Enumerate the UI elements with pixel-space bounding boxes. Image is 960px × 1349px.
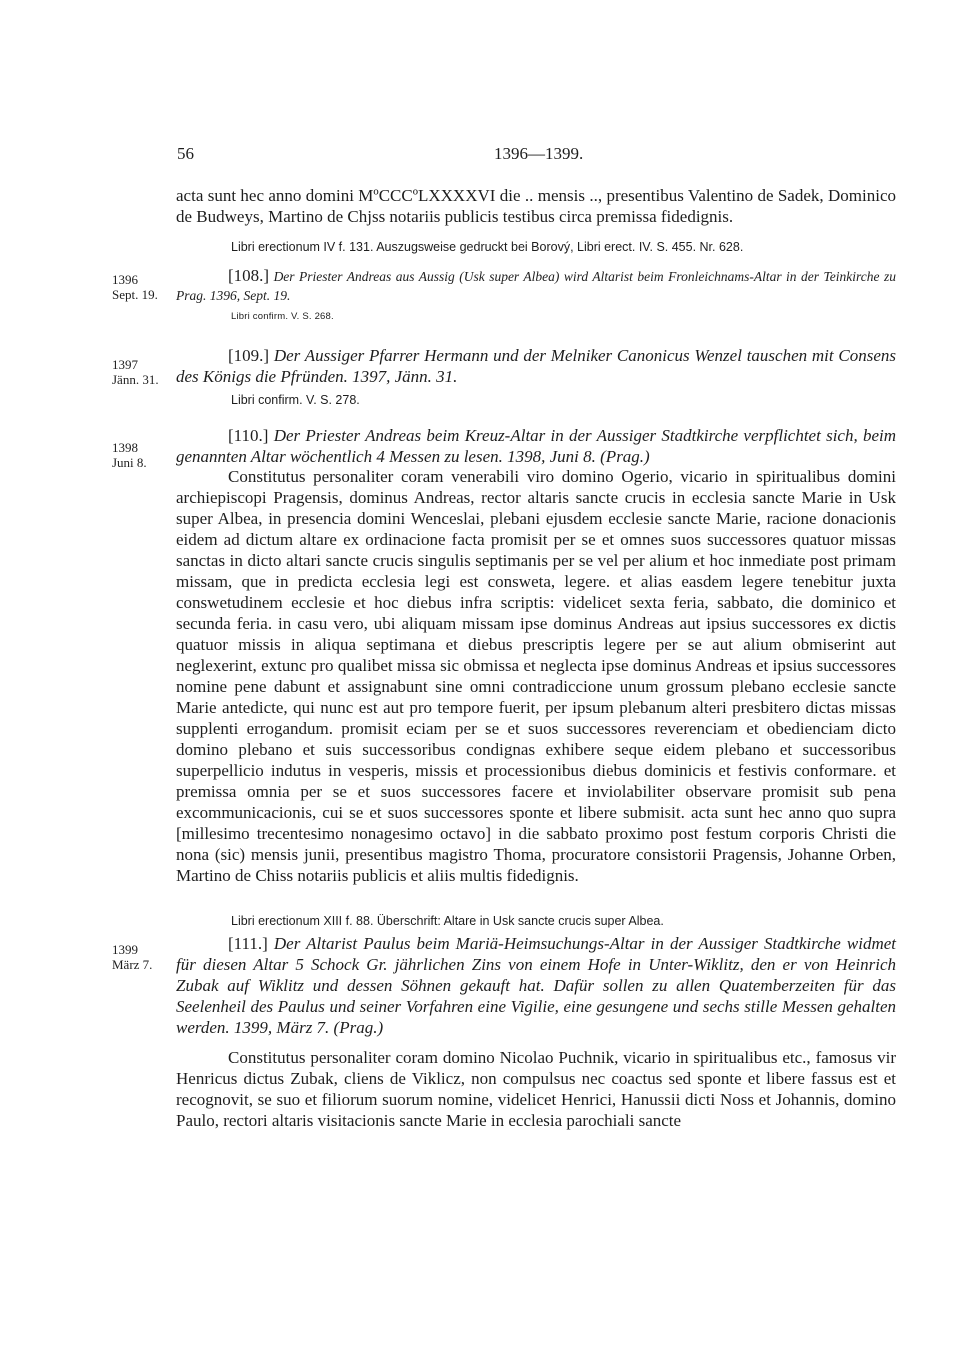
- entry-108: [176, 266, 896, 305]
- entry-110: [176, 425, 896, 467]
- entry-111: [176, 933, 896, 1038]
- margin-date-110: 1398 Juni 8.: [112, 440, 147, 470]
- entry-109: [176, 345, 896, 387]
- source-109: Libri confirm. V. S. 278.: [231, 393, 360, 407]
- intro-block: [176, 185, 896, 227]
- body-110: Constitutus personaliter coram venerabili viro domino Ogerio, vicario in spiritualibus domini archiepiscopi Pragensis, dominus Andreas, rector altaris sancte crucis in ecclesia sancte Marie in Usk super Albea, in presencia domini Wenceslai, plebani ejusdem ecclesie sancte Marie, racione donacionis eidem ad dictum altare ex ordinacione facta promisit per se et omnes suos successores quatuor missas sanctas in dicto altari sancte crucis singulis septimanis per se vel per alium et hoc inmediate post primam missam, que in predicta ecclesia legi est consweta, legere. et alias easdem legere tenebitur juxta conswetudinem ecclesie et hoc diebus infra scriptis: videlicet sexta feria, sabbato, die dominico et secunda feria. in casu vero, ubi aliquam missam ipse dominus Andreas aut ipsius successores ex dictis quatuor missis in aliqua septimana et diebus prescriptis legere per se aut alium obmiserint aut neglexerint, extunc pro qualibet missa sic obmissa et neglecta ipse dominus Andreas et ipsius successores nomine pene dabunt et assignabunt sine omni contradiccione unum grossum plebano ecclesie sancte Marie antedicte, qui nunc est aut pro tempore fuerit, per ipsum plebanum alteri presbitero dictas missas supplenti errogandum. promisit eciam per se et suos successores reverenciam et obedienciam dicto domino plebano et suis successoribus condignas exhibere seque eidem plebano et successoribus superpellicio indutus in vesperis, missis et processionibus diebus dominicis et festivis conformare. et premissa omnia per se et suos successores facere et inviolabiliter observare promisit sub pena excommunicacionis, cui se et suos successores sponte et libere submisit. acta sunt hec anno quo supra [millesimo trecentesimo nonagesimo octavo] in die sabbato proximo post festum corporis Christi die nona (sic) mensis junii, presentibus magistro Thoma, procuratore consistorii Pragensis, Johanne Orben, Martino de Chiss notariis publicis et aliis multis fidedignis.: [176, 467, 896, 885]
- margin-date-108: 1396 Sept. 19.: [112, 272, 158, 302]
- source-110: Libri erectionum XIII f. 88. Überschrift: Altare in Usk sancte crucis super Albea.: [231, 914, 664, 928]
- regest-108: [108.] Der Priester Andreas aus Aussig (Usk super Albea) wird Altarist beim Fronleichnams-Altar in der Teinkirche zu Prag. 1396, Sept. 19.: [176, 266, 896, 303]
- body-111: Constitutus personaliter coram domino Nicolao Puchnik, vicario in spiritualibus etc., famosus vir Henricus dictus Zubak, cliens de Viklicz, non compulsus nec coactus sed sponte et libere fassus est et recognovit, se suo et filiorum suorum nomine, videlicet Henrici, Hanussii dicti Noss et Johannis, domino Paulo, rectori altaris visitacionis sancte Marie in ecclesia parochiali sancte: [176, 1048, 896, 1130]
- margin-date-109: 1397 Jänn. 31.: [112, 357, 159, 387]
- regest-110: [110.] Der Priester Andreas beim Kreuz-Altar in der Aussiger Stadtkirche verpflichtet sich, beim genannten Altar wöchentlich 4 Messen zu lesen. 1398, Juni 8. (Prag.): [176, 426, 897, 466]
- regest-109: [109.] Der Aussiger Pfarrer Hermann und der Melniker Canonicus Wenzel tauschen mit Consens des Königs die Pfründen. 1397, Jänn. 31.: [176, 346, 896, 386]
- page-years: 1396—1399.: [494, 144, 584, 163]
- page-header: [0, 144, 960, 166]
- page-number: 56: [177, 144, 194, 163]
- intro-text: acta sunt hec anno domini MºCCCºLXXXXVI die .. mensis .., presentibus Valentino de Sadek, Dominico de Budweys, Martino de Chjss notariis publicis testibus circa premissa fidedignis.: [176, 186, 896, 226]
- regest-111: [111.] Der Altarist Paulus beim Mariä-Heimsuchungs-Altar in der Aussiger Stadtkirche widmet für diesen Altar 5 Schock Gr. jährlichen Zins von einem Hofe in Unter-Wiklitz, den er von Heinrich Zubak auf Wiklitz und dessen Söhnen gekauft hat. Dafür sollen zu allen Quatemberzeiten für das Seelenheil des Paulus und seiner Vorfahren eine Vigilie, eine gesungene und sechs stille Messen gehalten werden. 1399, März 7. (Prag.): [176, 934, 896, 1037]
- intro-source: Libri erectionum IV f. 131. Auszugsweise gedruckt bei Borový, Libri erect. IV. S. 455. Nr. 628.: [231, 240, 744, 254]
- source-108: Libri confirm. V. S. 268.: [231, 311, 334, 322]
- margin-date-111: 1399 März 7.: [112, 942, 153, 972]
